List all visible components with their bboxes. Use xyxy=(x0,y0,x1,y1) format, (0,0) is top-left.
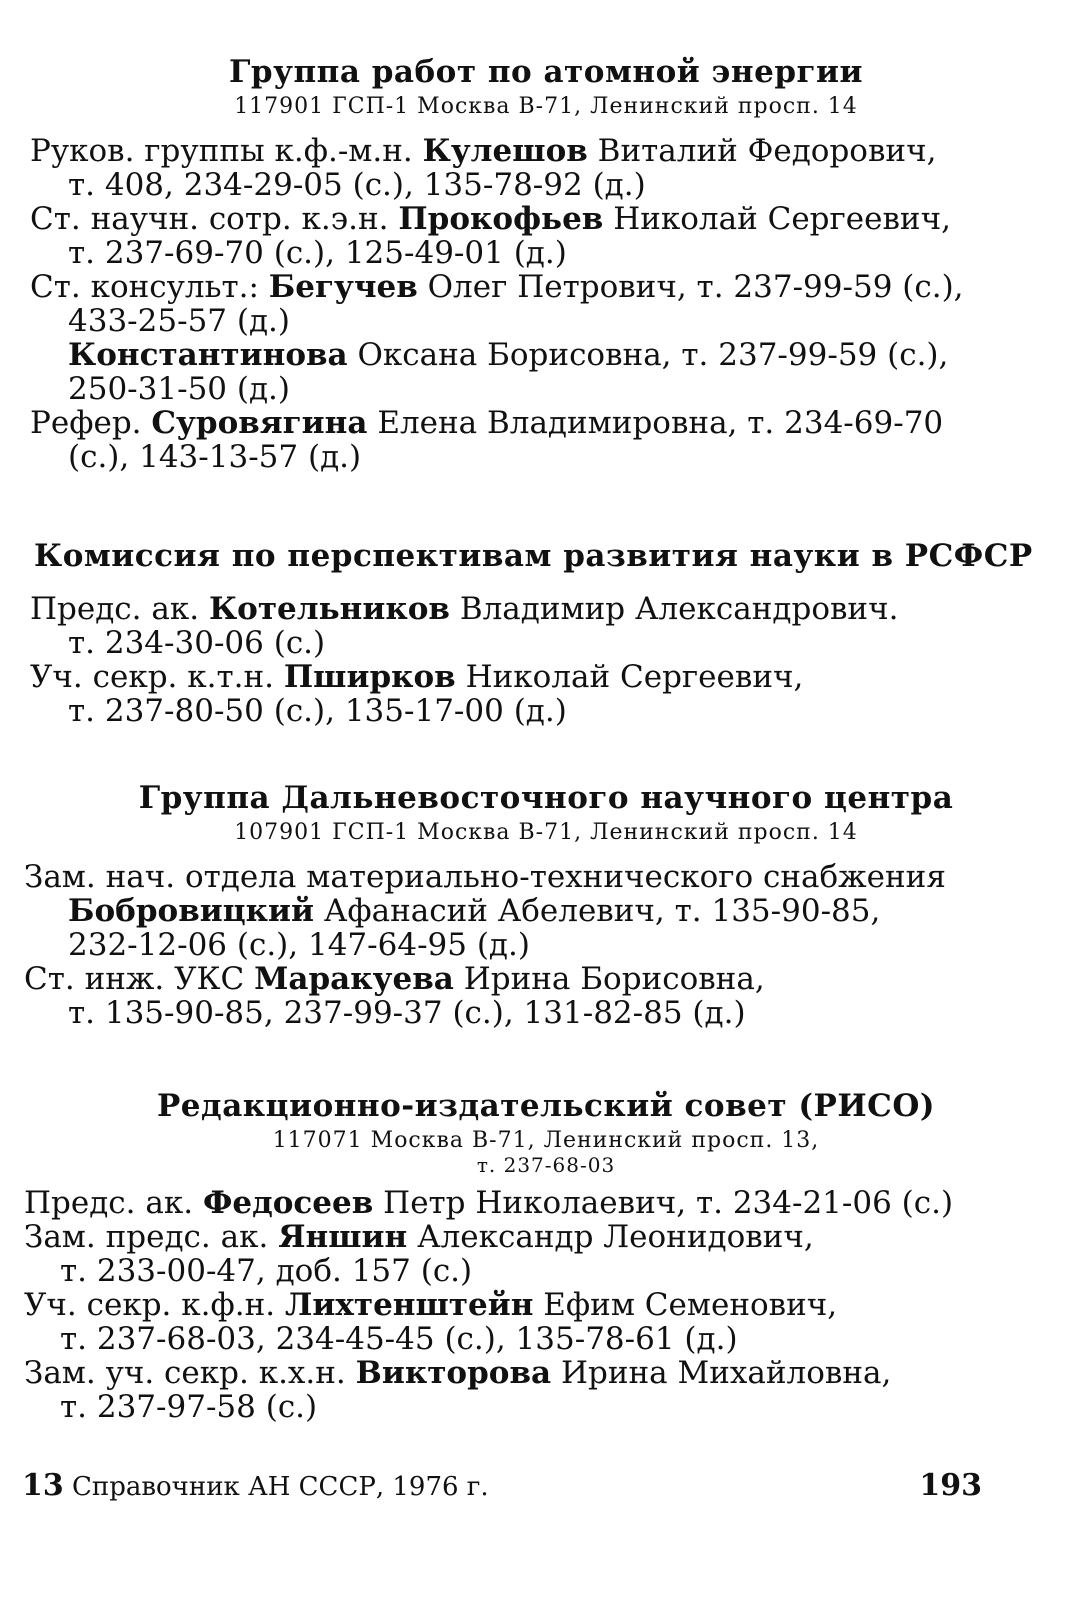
page-footer xyxy=(22,1470,982,1503)
section-address: 117071 Москва В-71, Ленинский просп. 13, xyxy=(272,1128,820,1153)
staff-details: Николай Сергеевич, xyxy=(613,201,951,237)
section-far-east-center xyxy=(0,780,1092,1030)
staff-entry xyxy=(0,1220,1092,1288)
staff-details: Елена Владимировна, т. 234-69-70 xyxy=(377,405,944,441)
section-science-commission xyxy=(0,538,1092,728)
staff-phones: т. 408, 234-29-05 (с.), 135-78-92 (д.) xyxy=(68,167,646,203)
section-title: Редакционно-издательский совет (РИСО) xyxy=(157,1088,935,1124)
staff-position: Зам. предс. ак. xyxy=(24,1219,269,1255)
staff-phones: т. 237-69-70 (с.), 125-49-01 (д.) xyxy=(68,235,567,271)
staff-phones: т. 237-97-58 (с.) xyxy=(60,1389,318,1425)
staff-details: Виталий Федорович, xyxy=(597,133,937,169)
staff-position: Ст. консульт.: xyxy=(30,269,259,305)
staff-entry xyxy=(0,1186,1092,1220)
section-title: Комиссия по перспективам развития науки в РСФСР xyxy=(34,538,1033,574)
staff-phones: 232-12-06 (с.), 147-64-95 (д.) xyxy=(68,927,530,963)
staff-entry xyxy=(0,202,1092,270)
staff-surname: Бегучев xyxy=(268,269,418,305)
staff-phones: т. 233-00-47, доб. 157 (с.) xyxy=(60,1253,473,1289)
staff-position: Уч. секр. к.ф.н. xyxy=(24,1287,276,1323)
staff-details: Ирина Михайловна, xyxy=(560,1355,892,1391)
staff-surname: Кулешов xyxy=(422,133,588,169)
section-title: Группа Дальневосточного научного центра xyxy=(138,780,954,816)
staff-details: Ефим Семенович, xyxy=(543,1287,838,1323)
footer-text: Справочник АН СССР, 1976 г. xyxy=(72,1472,489,1502)
staff-phones: (с.), 143-13-57 (д.) xyxy=(68,439,362,475)
staff-details: Ирина Борисовна, xyxy=(463,961,765,997)
section-address: 107901 ГСП-1 Москва В-71, Ленинский просп. 14 xyxy=(234,820,858,845)
staff-position: Ст. инж. УКС xyxy=(24,961,245,997)
staff-position: Зам. уч. секр. к.х.н. xyxy=(24,1355,346,1391)
staff-surname: Константинова xyxy=(68,337,348,373)
staff-surname: Маракуева xyxy=(254,961,454,997)
staff-details: Петр Николаевич, т. 234-21-06 (с.) xyxy=(383,1185,954,1221)
staff-surname: Котельников xyxy=(208,591,450,627)
staff-phones: 433-25-57 (д.) xyxy=(68,303,290,339)
staff-surname: Яншин xyxy=(278,1219,408,1255)
staff-phones: т. 135-90-85, 237-99-37 (с.), 131-82-85 (д.) xyxy=(68,995,746,1031)
staff-entry xyxy=(0,134,1092,202)
staff-details: Олег Петрович, т. 237-99-59 (с.), xyxy=(427,269,964,305)
staff-position: Предс. ак. xyxy=(30,591,200,627)
staff-position: Руков. группы к.ф.-м.н. xyxy=(30,133,413,169)
staff-entry xyxy=(0,1356,1092,1424)
page-number: 193 xyxy=(919,1468,982,1503)
section-publishing-council xyxy=(0,1088,1092,1424)
staff-surname: Лихтенштейн xyxy=(284,1287,534,1323)
staff-surname: Прокофьев xyxy=(398,201,604,237)
staff-surname: Викторова xyxy=(355,1355,552,1391)
staff-details: Николай Сергеевич, xyxy=(465,659,804,695)
staff-position: Рефер. xyxy=(30,405,142,441)
staff-surname: Бобровицкий xyxy=(68,893,315,929)
staff-position: Предс. ак. xyxy=(24,1185,194,1221)
section-atomic-energy xyxy=(0,54,1092,474)
staff-phones: т. 237-68-03, 234-45-45 (с.), 135-78-61 (д.) xyxy=(60,1321,738,1357)
staff-details: Владимир Александрович. xyxy=(459,591,899,627)
staff-phones: т. 234-30-06 (с.) xyxy=(68,625,326,661)
staff-details: Александр Леонидович, xyxy=(417,1219,814,1255)
staff-surname: Пширков xyxy=(283,659,456,695)
section-title: Группа работ по атомной энергии xyxy=(229,54,863,90)
section-phone: т. 237-68-03 xyxy=(476,1153,616,1177)
staff-position: Уч. секр. к.т.н. xyxy=(30,659,274,695)
staff-surname: Суровягина xyxy=(151,405,368,441)
staff-entry xyxy=(0,962,1092,1030)
staff-position: Ст. научн. сотр. к.э.н. xyxy=(30,201,389,237)
staff-entry xyxy=(0,338,1092,406)
staff-entry xyxy=(0,1288,1092,1356)
staff-entry xyxy=(0,406,1092,474)
staff-entry xyxy=(0,660,1092,728)
staff-details: Афанасий Абелевич, т. 135-90-85, xyxy=(323,893,881,929)
staff-entry xyxy=(0,860,1092,962)
signature-number: 13 xyxy=(22,1468,64,1503)
staff-entry xyxy=(0,270,1092,338)
staff-surname: Федосеев xyxy=(202,1185,374,1221)
staff-position: Зам. нач. отдела материально-технического снабжения xyxy=(24,859,946,895)
staff-phones: т. 237-80-50 (с.), 135-17-00 (д.) xyxy=(68,693,567,729)
staff-phones: 250-31-50 (д.) xyxy=(68,371,290,407)
section-address: 117901 ГСП-1 Москва В-71, Ленинский просп. 14 xyxy=(234,94,858,119)
staff-details: Оксана Борисовна, т. 237-99-59 (с.), xyxy=(357,337,949,373)
staff-entry xyxy=(0,592,1092,660)
